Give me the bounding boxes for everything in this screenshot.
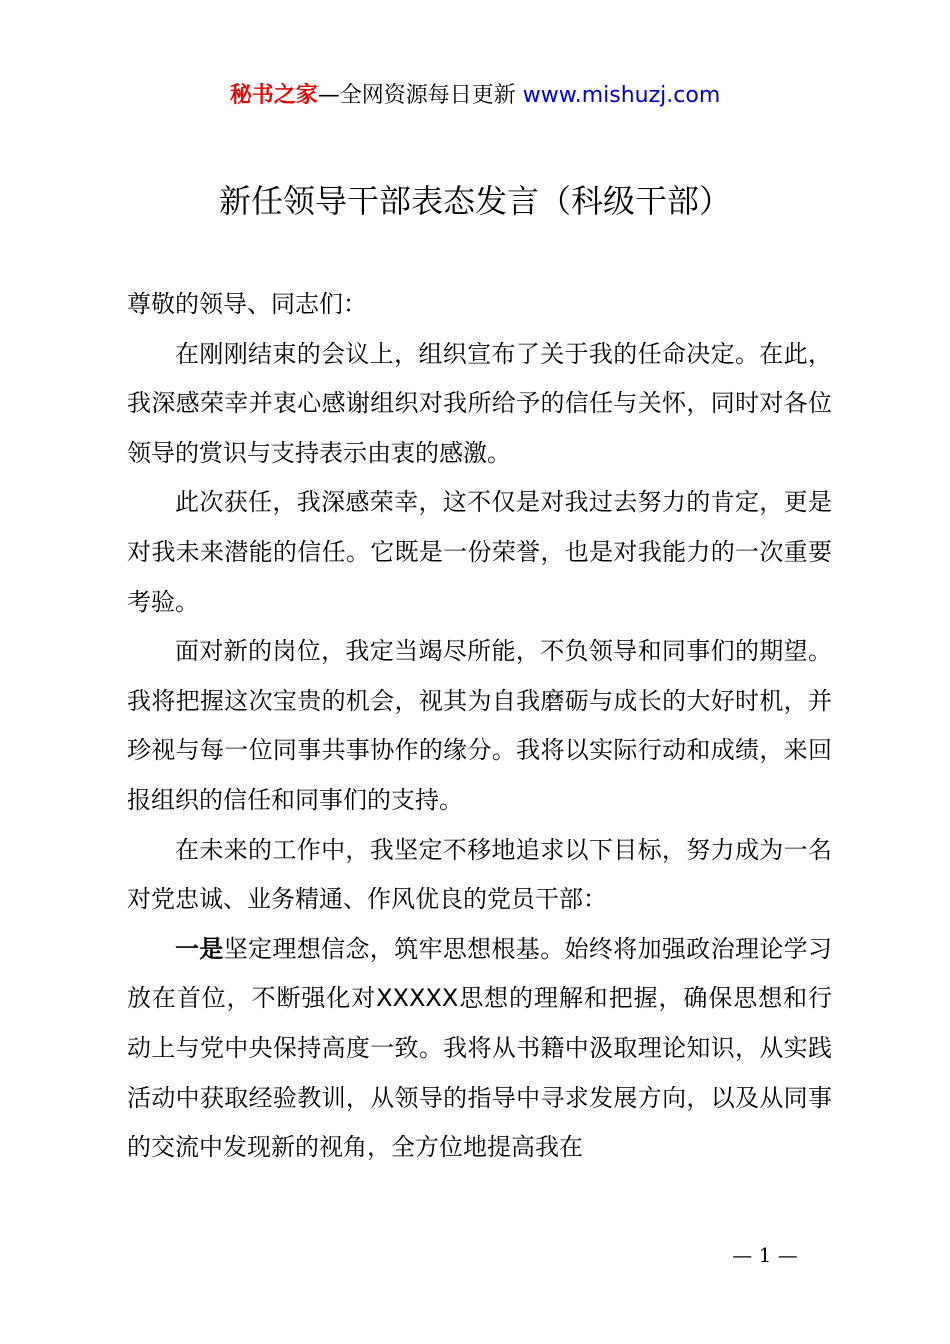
salutation: 尊敬的领导、同志们： [127,290,367,318]
paragraph-appointment: 在刚刚结束的会议上，组织宣布了关于我的任命决定。在此，我深感荣幸并衷心感谢组织对我所给予的信任与关怀，同时对各位领导的赏识与支持表示由衷的感激。 [127,339,832,467]
point-one-text: 坚定理想信念，筑牢思想根基。始终将加强政治理论学习放在首位，不断强化对XXXXX思想的理解和把握，确保思想和行动上与党中央保持高度一致。我将从书籍中汲取理论知识，从实践活动中获取经验教训，从领导的指导中寻求发展方向，以及从同事的交流中发现新的视角，全方位地提高我在 [127,934,833,1162]
paragraph-point-one [127,925,832,1173]
site-brand: 秘书之家 [229,83,318,108]
document-body [127,280,832,1173]
point-one-lead: 一是 [175,934,224,963]
document-title: 新任领导干部表态发言（科级干部） [218,182,731,220]
site-slogan: —全网资源每日更新 [317,83,523,108]
paragraph-commitment: 面对新的岗位，我定当竭尽所能，不负领导和同事们的期望。我将把握这次宝贵的机会，视其为自我磨砺与成长的大好时机，并珍视与每一位同事共事协作的缘分。我将以实际行动和成绩，来回报组织的信任和同事们的支持。 [127,637,832,814]
site-url-link[interactable]: www.mishuzj.com [522,83,721,108]
page-number: — 1 — [732,1243,798,1267]
paragraph-honor: 此次获任，我深感荣幸，这不仅是对我过去努力的肯定，更是对我未来潜能的信任。它既是一份荣誉，也是对我能力的一次重要考验。 [127,488,832,616]
site-header [0,80,950,112]
paragraph-goals: 在未来的工作中，我坚定不移地追求以下目标，努力成为一名对党忠诚、业务精通、作风优良的党员干部： [127,835,832,914]
